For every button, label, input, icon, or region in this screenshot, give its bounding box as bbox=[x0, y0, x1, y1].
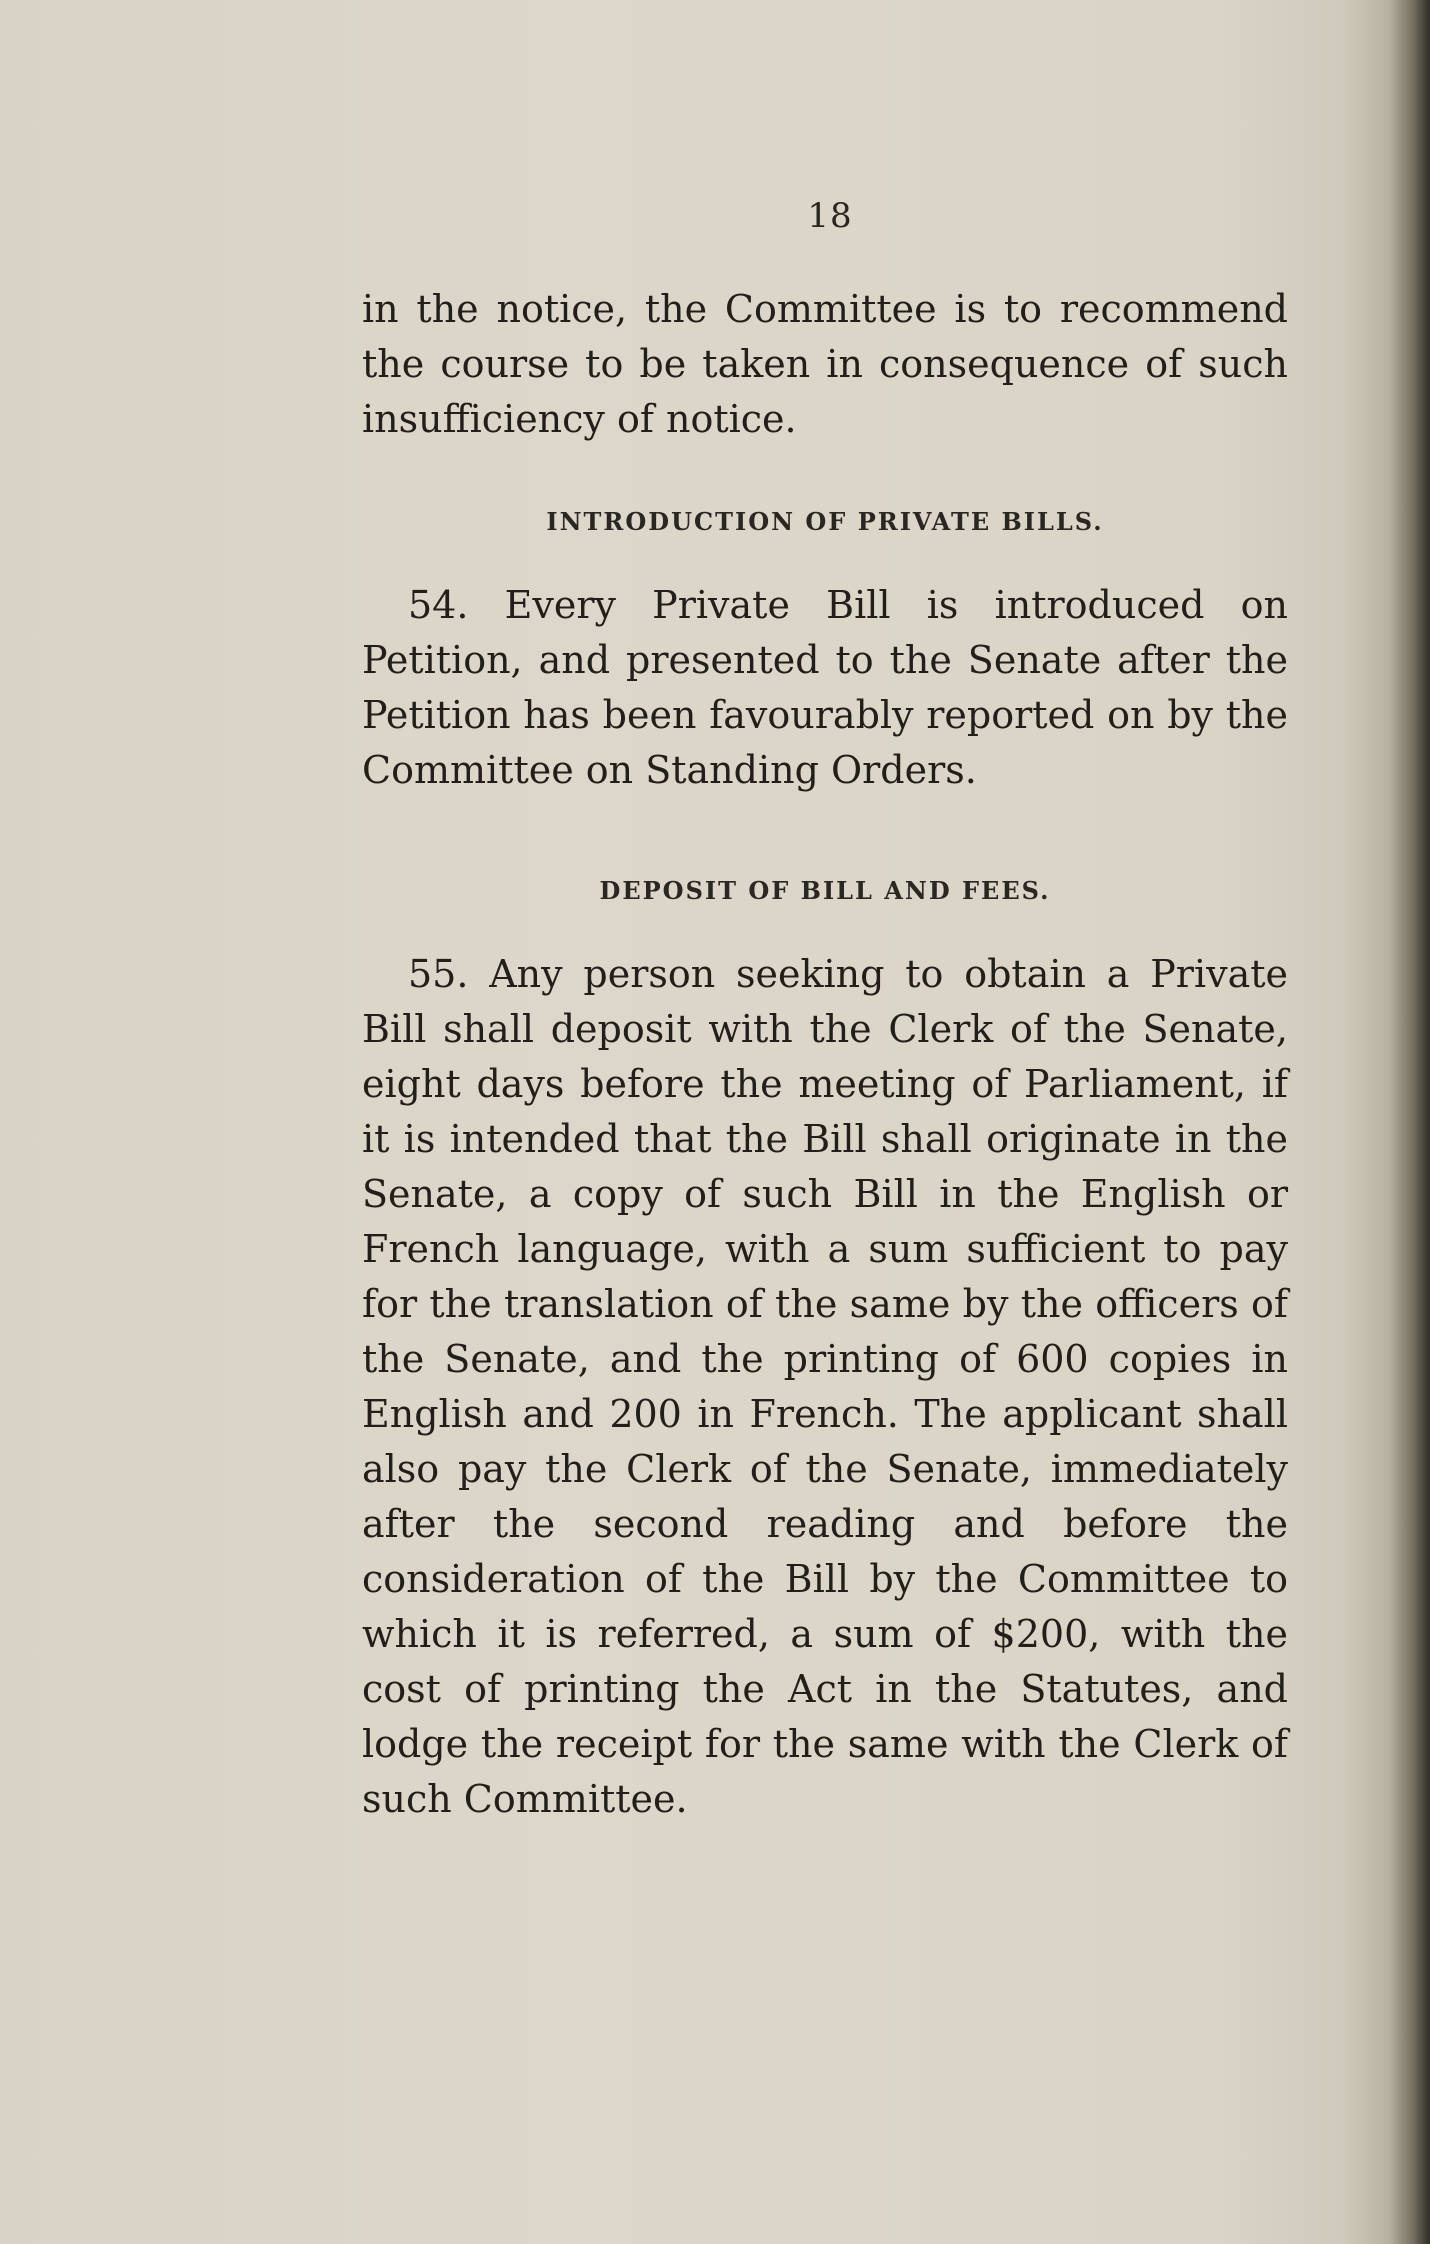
section-heading-deposit: DEPOSIT OF BILL AND FEES. bbox=[599, 876, 1051, 905]
continuation-paragraph: in the notice, the Committee is to recommend the course to be taken in consequence of such insufficiency of notice. bbox=[362, 287, 1288, 441]
page-binding-edge bbox=[1390, 0, 1430, 2244]
page-number: 18 bbox=[807, 196, 853, 236]
paragraph-54: 54. Every Private Bill is introduced on Petition, and presented to the Senate after the Petition has been favourably reported on by the Committee on Standing Orders. bbox=[362, 583, 1288, 792]
section-heading-introduction: INTRODUCTION OF PRIVATE BILLS. bbox=[546, 507, 1104, 536]
text-column bbox=[362, 282, 1288, 1827]
paragraph-55: 55. Any person seeking to obtain a Private Bill shall deposit with the Clerk of the Senate, eight days before the meeting of Parliament, if it is intended that the Bill shall originate in the Senate, a copy of such Bill in the English or French language, with a sum sufficient to pay for the translation of the same by the officers of the Senate, and the printing of 600 copies in English and 200 in French. The applicant shall also pay the Clerk of the Senate, immediately after the second reading and before the consideration of the Bill by the Committee to which it is referred, a sum of $200, with the cost of printing the Act in the Statutes, and lodge the receipt for the same with the Clerk of such Committee. bbox=[362, 952, 1288, 1821]
